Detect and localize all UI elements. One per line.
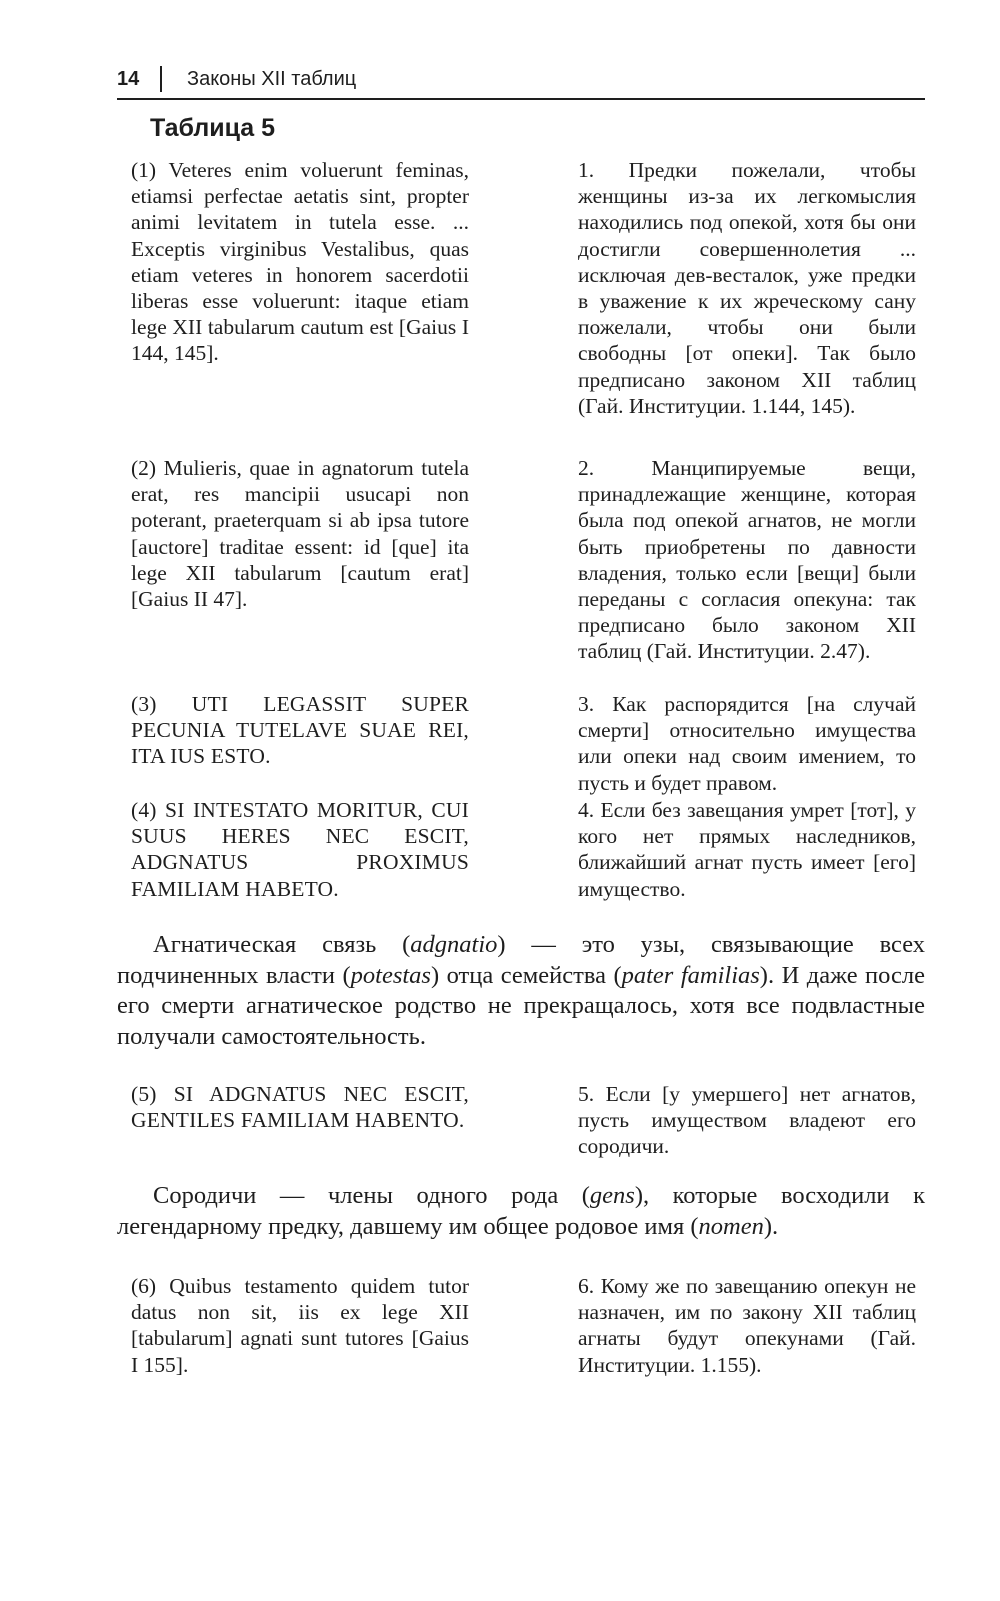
running-title: Законы XII таблиц <box>187 68 357 90</box>
running-header <box>117 66 925 96</box>
entry-1-russian: 1. Предки пожелали, чтобы женщины из-за их легкомыслия находились под опекой, хотя бы они достигли совершеннолетия ... исключая дев-весталок, уже предки в уважение к их жреческому сану пожелали, чтобы они были свободны [от опеки]. Так было предписано законом XII таблиц (Гай. Институции. 1.144, 145). <box>578 158 916 418</box>
commentary-gentiles: Сородичи — члены одного рода (gens), которые восходили к легендарному предку, давшему им общее родовое имя (nomen). <box>117 1182 925 1240</box>
page-number: 14 <box>117 68 140 90</box>
entry-2-russian: 2. Манципируемые вещи, принадлежащие женщине, которая была под опекой агнатов, не могли быть приобретены по давности владения, только если [вещи] были переданы с согласия опекуна: так предписано было законом XII таблиц (Гай. Институции. 2.47). <box>578 456 916 664</box>
entry-3-russian: 3. Как распорядится [на случай смерти] относительно имущества или опеки над своим имением, то пусть и будет правом. <box>578 692 916 795</box>
term-adgnatio: adgnatio <box>410 931 498 958</box>
header-rule <box>117 98 925 100</box>
term-gens: gens <box>589 1182 635 1209</box>
term-pater-familias: pater familias <box>621 961 760 989</box>
entry-5-latin: (5) SI ADGNATUS NEC ESCIT, GENTILES FAMILIAM HABENTO. <box>131 1082 469 1133</box>
term-nomen: nomen <box>698 1212 764 1240</box>
entry-2-latin: (2) Mulieris, quae in agnatorum tutela erat, res mancipii usucapi non poterant, praeterquam si ab ipsa tutore [auctore] traditae essent: id [que] ita lege XII tabularum [cautum erat] [Gaius II 47]. <box>131 456 469 612</box>
entry-6-russian: 6. Кому же по завещанию опекун не назначен, им по закону XII таблиц агнаты будут опекунами (Гай. Институции. 1.155). <box>578 1274 916 1377</box>
entry-3-latin: (3) UTI LEGASSIT SUPER PECUNIA TUTELAVE SUAE REI, ITA IUS ESTO. <box>131 692 469 769</box>
commentary-agnatio: Агнатическая связь (adgnatio) — это узы, связывающие всех подчиненных власти (potestas) отца семейства (pater familias). И даже после его смерти агнатическое родство не прекращалось, хотя все подвластные получали самостоятельность. <box>117 931 926 1050</box>
entry-5-russian: 5. Если [у умершего] нет агнатов, пусть имуществом владеют его сородичи. <box>578 1082 916 1159</box>
entry-6-latin: (6) Quibus testamento quidem tutor datus non sit, iis ex lege XII [tabularum] agnati sunt tutores [Gaius I 155]. <box>131 1274 469 1377</box>
entry-4-russian: 4. Если без завещания умрет [тот], у кого нет прямых наследников, ближайший агнат пусть имеет [его] имущество. <box>578 798 916 901</box>
entry-4-latin: (4) SI INTESTATO MORITUR, CUI SUUS HERES NEC ESCIT, ADGNATUS PROXIMUS FAMILIAM HABETO. <box>131 798 469 901</box>
section-title: Таблица 5 <box>150 114 276 142</box>
term-potestas: potestas <box>350 961 431 989</box>
header-separator <box>160 66 162 92</box>
entry-1-latin: (1) Veteres enim voluerunt feminas, etiamsi perfectae aetatis sint, propter animi levitatem in tutela esse. ... Exceptis virginibus Vestalibus, quas etiam veteres in honorem sacerdotii liberas esse voluerunt: itaque etiam lege XII tabularum cautum est [Gaius I 144, 145]. <box>131 158 469 366</box>
